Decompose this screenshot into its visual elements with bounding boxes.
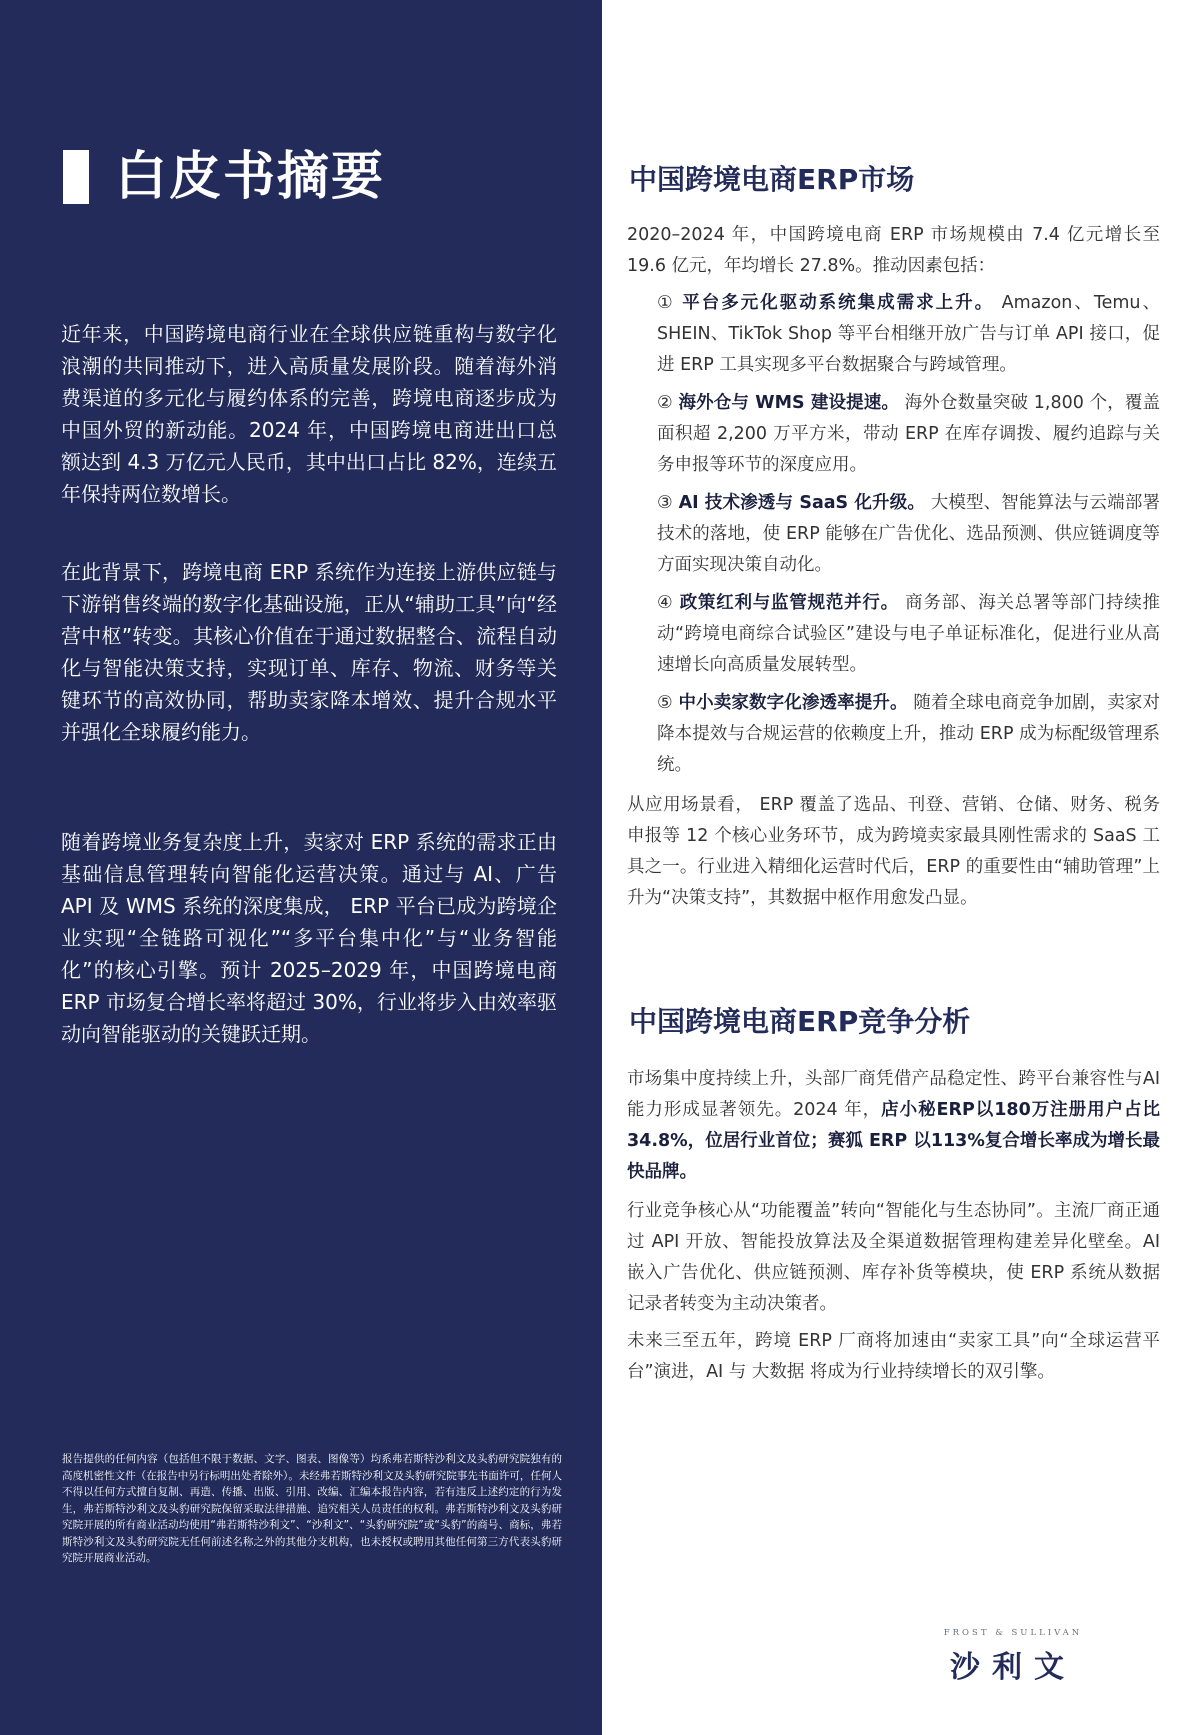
driver-body: 随着全球电商竞争加剧，卖家对降本提效与合规运营的依赖度上升，推动 ERP 成为标配级管理系统。: [657, 693, 1160, 775]
driver-number: ①: [657, 293, 675, 313]
summary-paragraph-1: 近年来，中国跨境电商行业在全球供应链重构与数字化浪潮的共同推动下，进入高质量发展阶段。随着海外消费渠道的多元化与履约体系的完善，跨境电商逐步成为中国外贸的新动能。2024 年，中国跨境电商进出口总额达到 4.3 万亿元人民币，其中出口占比 82%，连续五年保持两位数增长。: [61, 322, 557, 506]
competition-text: 市场集中度持续上升，头部厂商凭借产品稳定性、跨平台兼容性与AI能力形成显著领先。2024 年，: [627, 1069, 1160, 1120]
driver-heading: 平台多元化驱动系统集成需求上升。: [682, 293, 995, 313]
competition-section-title: 中国跨境电商ERP竞争分析: [629, 1005, 971, 1038]
title-accent-bar: [63, 150, 89, 204]
driver-body: 大模型、智能算法与云端部署技术的落地，使 ERP 能够在广告优化、选品预测、供应链调度等方面实现决策自动化。: [657, 493, 1160, 575]
driver-number: ④: [657, 593, 674, 613]
driver-number: ③: [657, 493, 673, 513]
frost-sullivan-logo: [928, 1628, 1098, 1688]
driver-heading: 政策红利与监管规范并行。: [679, 593, 899, 613]
driver-item-4: [657, 588, 1160, 681]
driver-heading: AI 技术渗透与 SaaS 化升级。: [678, 493, 925, 513]
market-section-title: 中国跨境电商ERP市场: [629, 163, 915, 196]
logo-chinese: 沙利文: [950, 1650, 1076, 1685]
competition-paragraph-3: 未来三至五年，跨境 ERP 厂商将加速由“卖家工具”向“全球运营平台”演进，AI 与 大数据 将成为行业持续增长的双引擎。: [627, 1331, 1160, 1382]
page-title: 白皮书摘要: [115, 147, 386, 207]
driver-body: 海外仓数量突破 1,800 个，覆盖面积超 2,200 万平方米，带动 ERP 在库存调拨、履约追踪与关务申报等环节的深度应用。: [657, 393, 1160, 475]
disclaimer-text: 报告提供的任何内容（包括但不限于数据、文字、图表、图像等）均系弗若斯特沙利文及头豹研究院独有的高度机密性文件（在报告中另行标明出处者除外）。未经弗若斯特沙利文及头豹研究院事先书面许可，任何人不得以任何方式擅自复制、再造、传播、出版、引用、改编、汇编本报告内容，若有违反上述约定的行为发生，弗若斯特沙利文及头豹研究院保留采取法律措施、追究相关人员责任的权利。弗若斯特沙利文及头豹研究院开展的所有商业活动均使用“弗若斯特沙利文”、“沙利文”、“头豹研究院”或“头豹”的商号、商标，弗若斯特沙利文及头豹研究院无任何前述名称之外的其他分支机构，也未授权或聘用其他任何第三方代表头豹研究院开展商业活动。: [62, 1453, 562, 1564]
driver-item-5: [657, 688, 1160, 781]
market-summary: 从应用场景看， ERP 覆盖了选品、刊登、营销、仓储、财务、税务申报等 12 个核心业务环节，成为跨境卖家最具刚性需求的 SaaS 工具之一。行业进入精细化运营时代后，ERP 的重要性由“辅助管理”上升为“决策支持”，其数据中枢作用愈发凸显。: [627, 795, 1160, 908]
driver-item-1: [657, 288, 1160, 381]
logo-english: FROST & SULLIVAN: [943, 1628, 1083, 1638]
driver-item-3: [657, 488, 1160, 581]
driver-item-2: [657, 388, 1160, 481]
driver-number: ②: [657, 393, 673, 413]
driver-heading: 中小卖家数字化渗透率提升。: [678, 693, 908, 713]
competition-paragraph-1: [627, 1064, 1160, 1188]
market-intro: 2020–2024 年，中国跨境电商 ERP 市场规模由 7.4 亿元增长至 19.6 亿元，年均增长 27.8%。推动因素包括：: [627, 225, 1160, 276]
competition-highlight: 店小秘ERP以180万注册用户占比 34.8%，位居行业首位；赛狐 ERP 以113%复合增长率成为增长最快品牌。: [627, 1100, 1160, 1182]
competition-paragraph-2: 行业竞争核心从“功能覆盖”转向“智能化与生态协同”。主流厂商正通过 API 开放、智能投放算法及全渠道数据管理构建差异化壁垒。AI 嵌入广告优化、供应链预测、库存补货等模块，使 ERP 系统从数据记录者转变为主动决策者。: [627, 1201, 1160, 1314]
driver-number: ⑤: [657, 693, 673, 713]
summary-paragraph-2: 在此背景下，跨境电商 ERP 系统作为连接上游供应链与下游销售终端的数字化基础设施，正从“辅助工具”向“经营中枢”转变。其核心价值在于通过数据整合、流程自动化与智能决策支持，实现订单、库存、物流、财务等关键环节的高效协同，帮助卖家降本增效、提升合规水平并强化全球履约能力。: [61, 560, 557, 744]
summary-paragraph-3: 随着跨境业务复杂度上升，卖家对 ERP 系统的需求正由基础信息管理转向智能化运营决策。通过与 AI、广告 API 及 WMS 系统的深度集成， ERP 平台已成为跨境企业实现“全链路可视化”“多平台集中化”与“业务智能化”的核心引擎。预计 2025–2029 年，中国跨境电商 ERP 市场复合增长率将超过 30%，行业将步入由效率驱动向智能驱动的关键跃迁期。: [61, 830, 557, 1046]
driver-heading: 海外仓与 WMS 建设提速。: [678, 393, 899, 413]
driver-body: Amazon、Temu、SHEIN、TikTok Shop 等平台相继开放广告与订单 API 接口，促进 ERP 工具实现多平台数据聚合与跨域管理。: [657, 293, 1160, 375]
driver-body: 商务部、海关总署等部门持续推动“跨境电商综合试验区”建设与电子单证标准化，促进行业从高速增长向高质量发展转型。: [657, 593, 1160, 675]
